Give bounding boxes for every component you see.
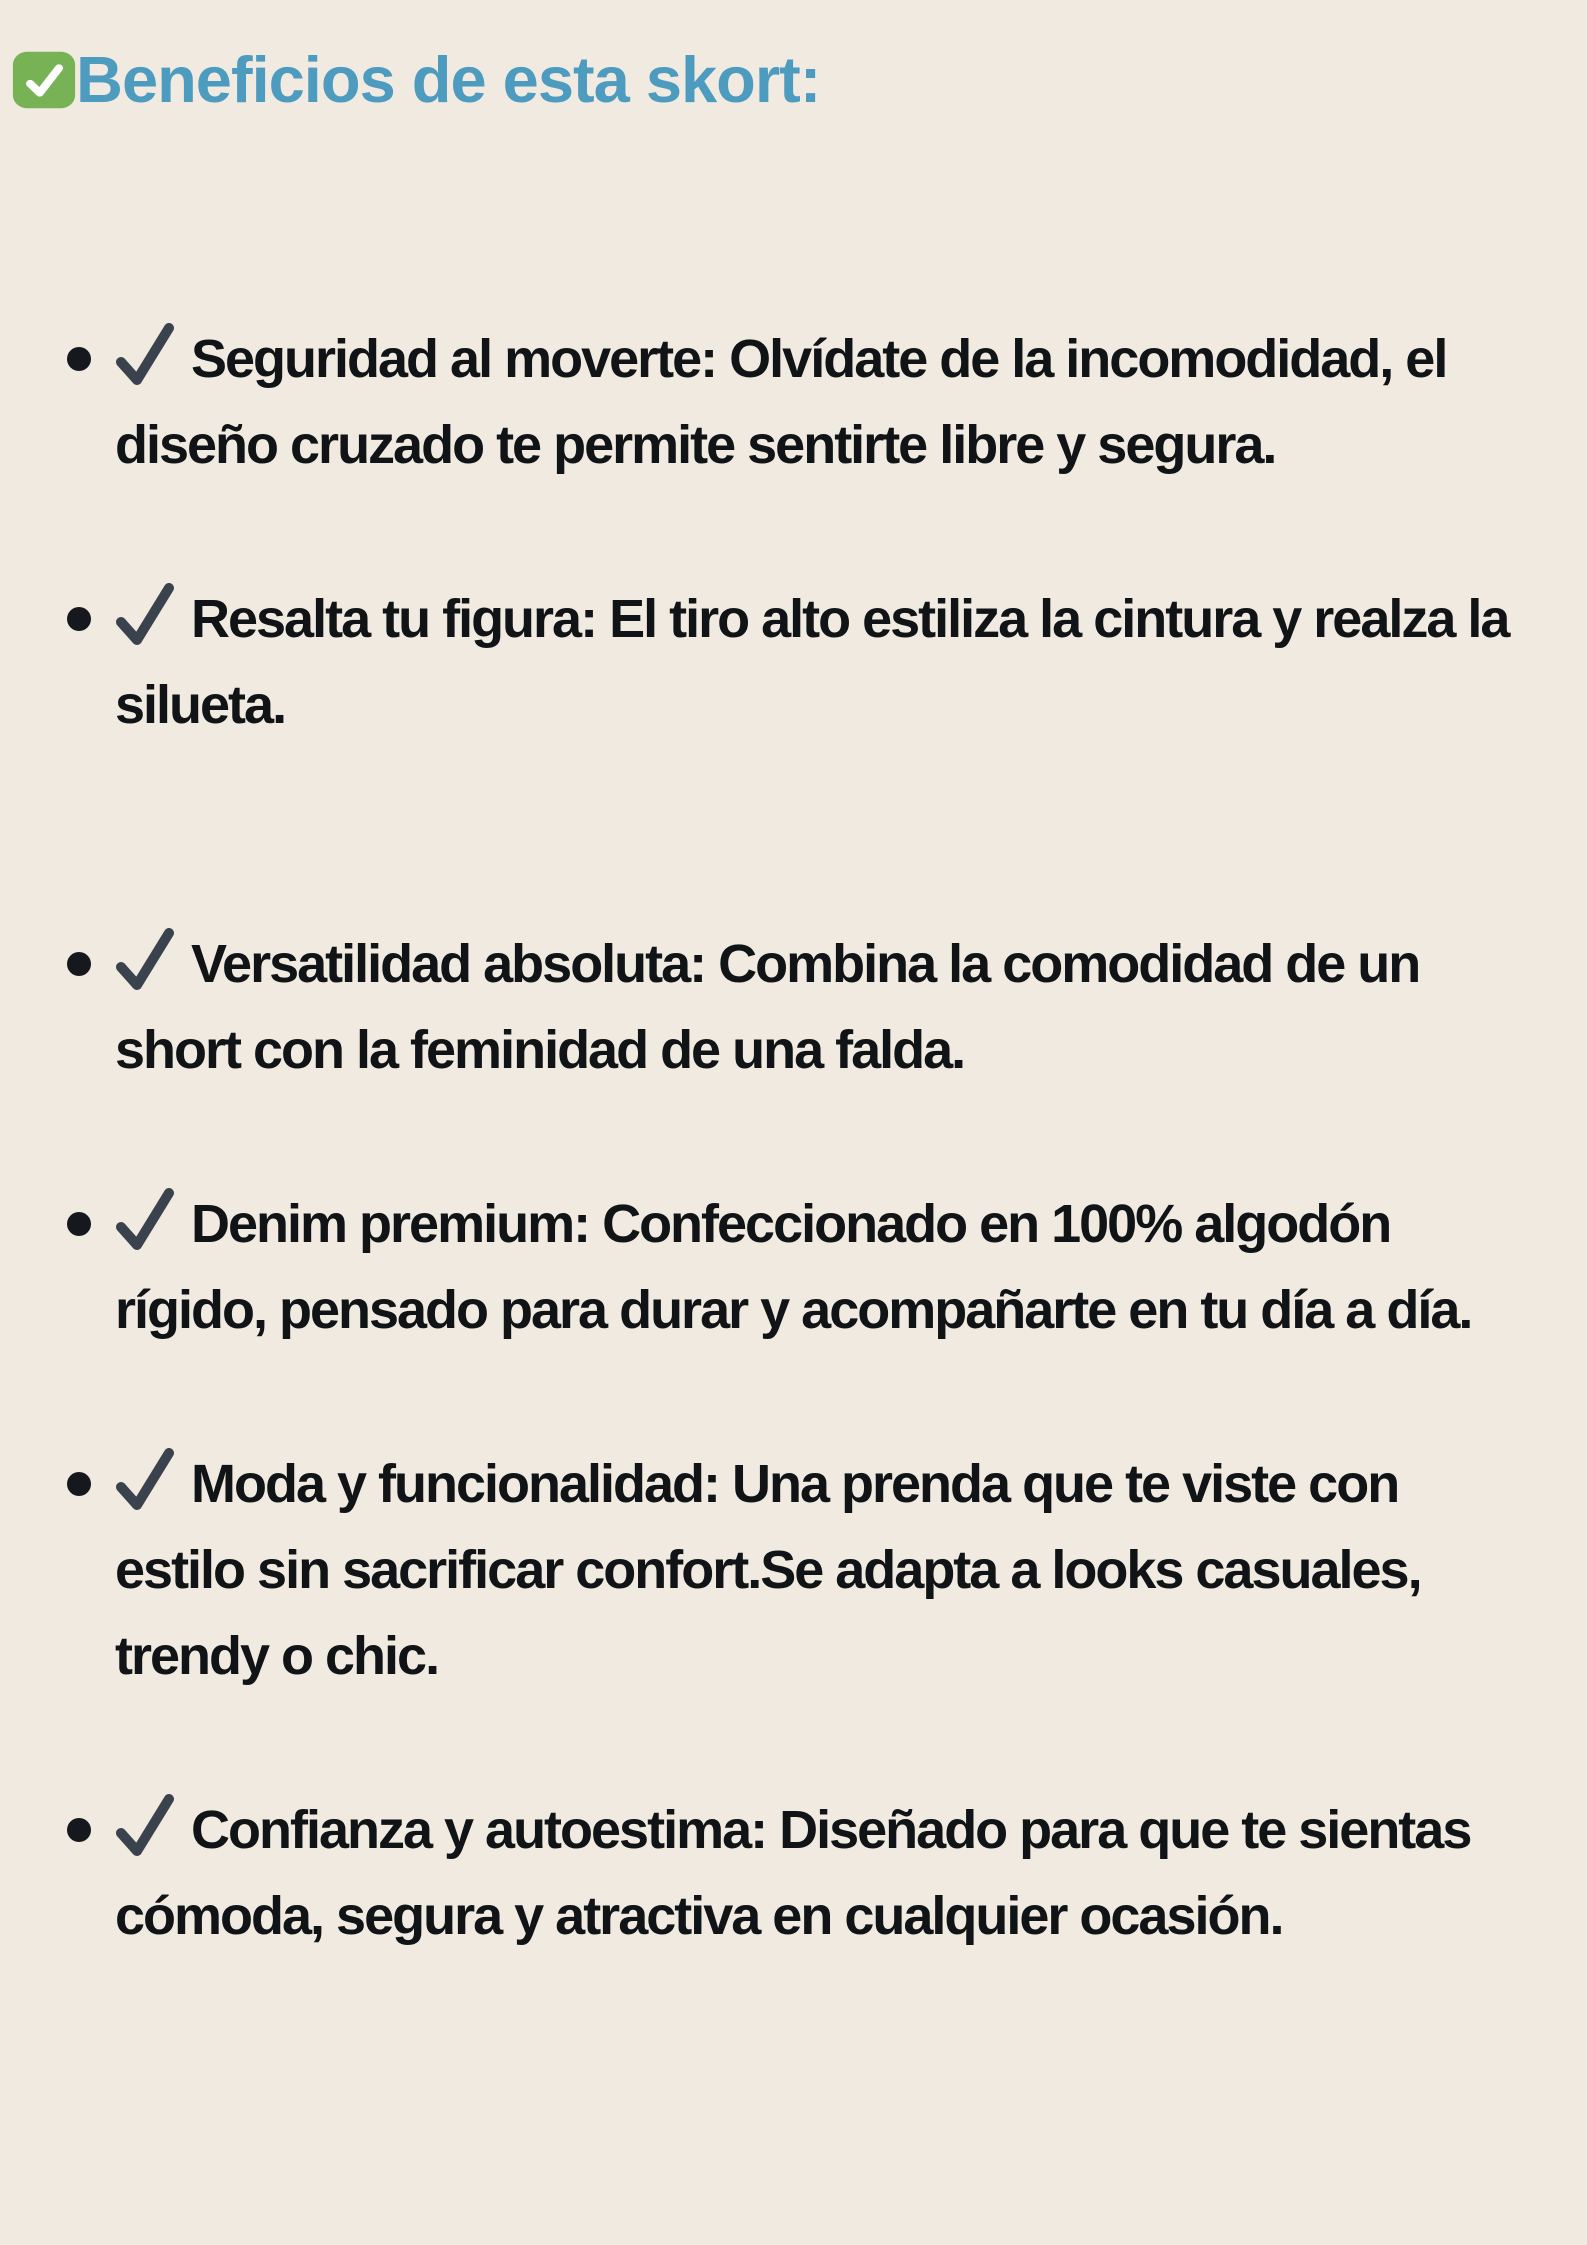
white-check-mark-emoji-icon xyxy=(12,51,76,109)
benefit-text: Confianza y autoestima: Diseñado para que te sientas cómoda, segura y atractiva en cualquier ocasión. xyxy=(115,1800,1471,1946)
benefit-text: Versatilidad absoluta: Combina la comodidad de un short con la feminidad de una falda. xyxy=(115,934,1420,1080)
check-icon xyxy=(115,583,175,645)
bullet-dot xyxy=(67,1212,91,1236)
benefit-item xyxy=(0,1441,1539,1699)
check-icon xyxy=(115,1188,175,1250)
benefit-text: Denim premium: Confeccionado en 100% algodón rígido, pensado para durar y acompañarte en tu día a día. xyxy=(115,1194,1472,1340)
bullet-dot xyxy=(67,1472,91,1496)
benefits-list xyxy=(0,316,1587,1959)
bullet-dot xyxy=(67,607,91,631)
benefit-item xyxy=(0,1787,1539,1959)
bullet-dot xyxy=(67,347,91,371)
benefit-item xyxy=(0,1181,1539,1353)
benefit-text: Seguridad al moverte: Olvídate de la incomodidad, el diseño cruzado te permite sentirte libre y segura. xyxy=(115,329,1447,475)
bullet-dot xyxy=(67,952,91,976)
benefit-item xyxy=(0,576,1539,748)
check-icon xyxy=(115,1794,175,1856)
check-icon xyxy=(115,928,175,990)
section-heading xyxy=(0,0,1587,118)
benefit-item xyxy=(0,316,1539,488)
benefit-item xyxy=(0,921,1539,1093)
check-icon xyxy=(115,323,175,385)
benefit-text: Moda y funcionalidad: Una prenda que te viste con estilo sin sacrificar confort.Se adapta a looks casuales, trendy o chic. xyxy=(115,1454,1421,1686)
bullet-dot xyxy=(67,1818,91,1842)
benefit-text: Resalta tu figura: El tiro alto estiliza la cintura y realza la silueta. xyxy=(115,589,1509,735)
section-heading-text: Beneficios de esta skort: xyxy=(76,43,821,116)
check-icon xyxy=(115,1448,175,1510)
